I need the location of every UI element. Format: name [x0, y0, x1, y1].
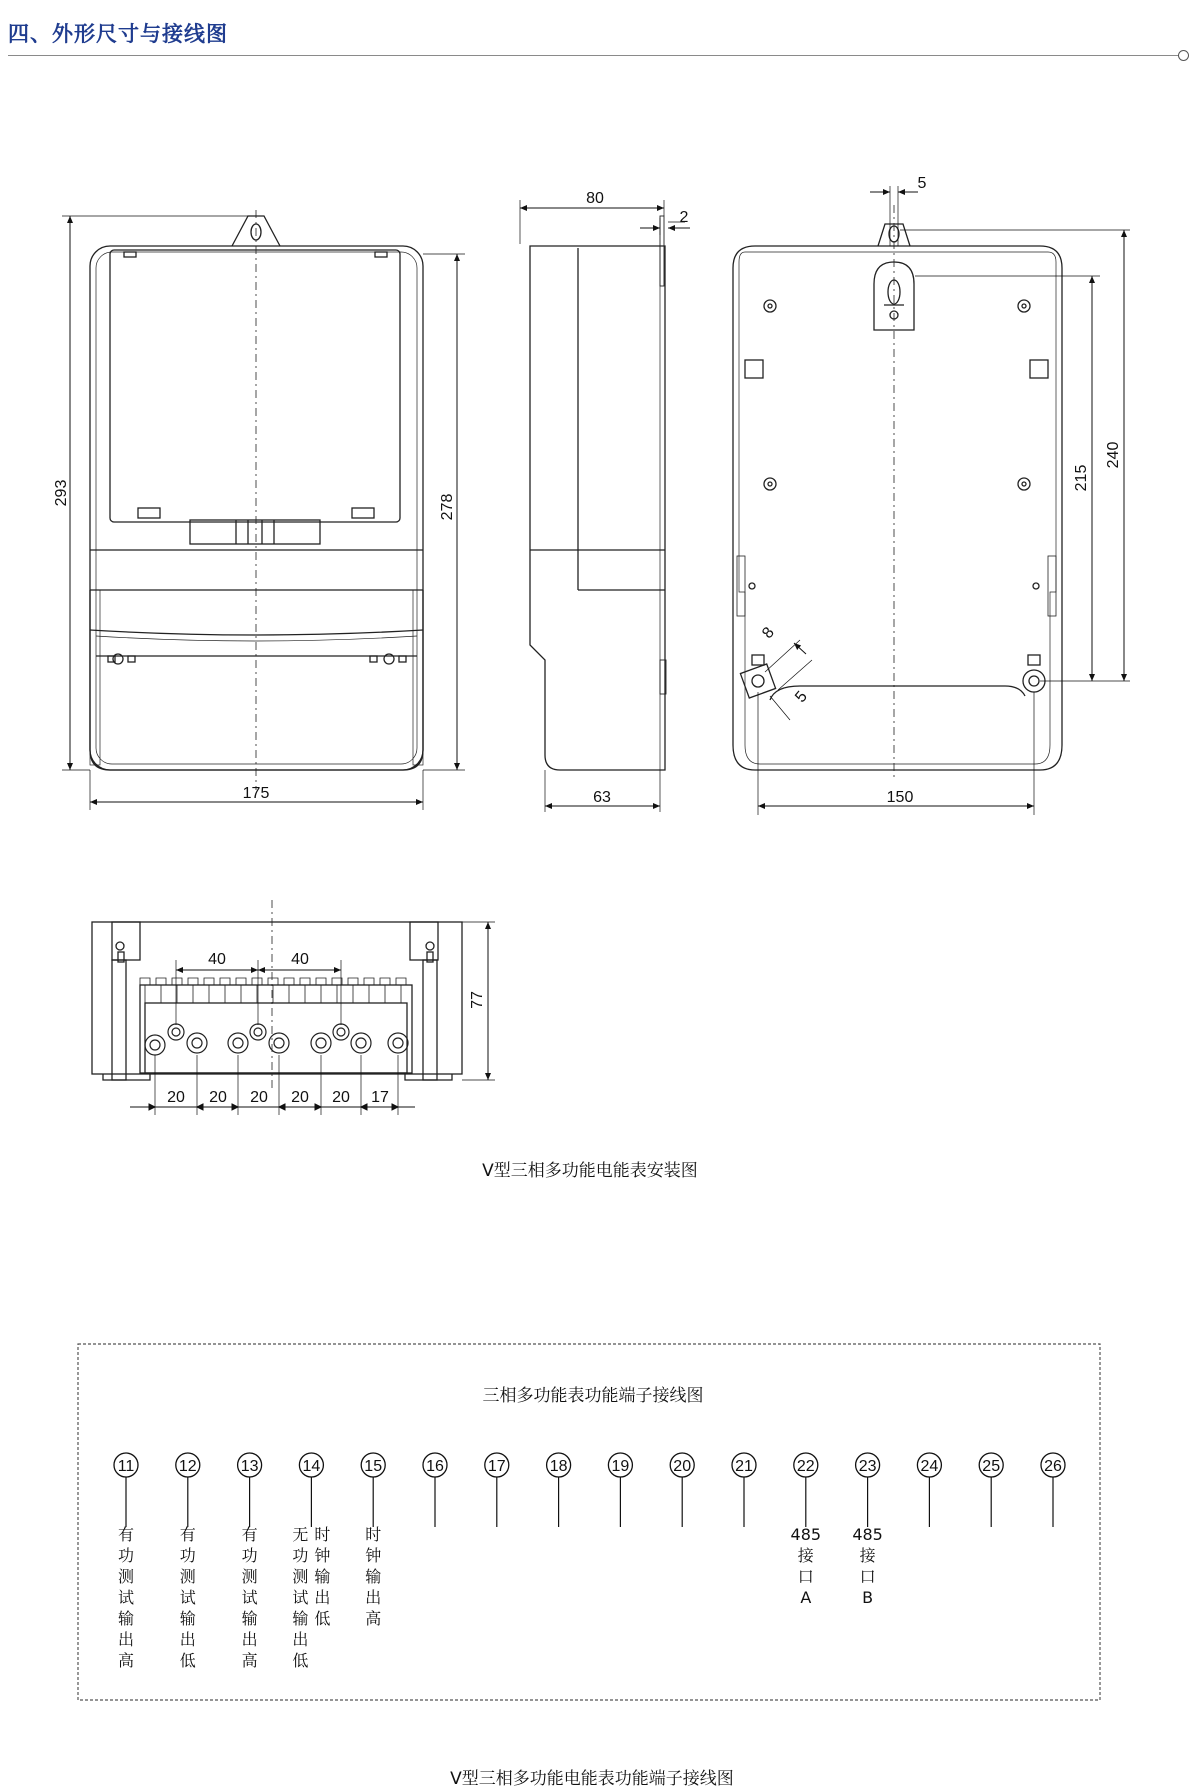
terminal-number: 18 [549, 1458, 568, 1475]
terminal-bottom-caption: V型三相多功能电能表功能端子接线图 [450, 1769, 734, 1789]
terminal-number: 17 [487, 1458, 506, 1475]
terminal-11 [114, 1453, 138, 1670]
terminal-18 [547, 1453, 571, 1527]
terminal-number: 14 [302, 1458, 321, 1475]
terminal-number: 15 [364, 1458, 383, 1475]
dim-bottom-pitch-5: 20 [332, 1089, 350, 1106]
terminal-number: 24 [920, 1458, 939, 1475]
terminal-label: 485 接口 B [852, 1525, 883, 1607]
dim-front-width: 175 [242, 785, 270, 802]
terminal-22 [791, 1453, 822, 1607]
terminal-number: 11 [117, 1458, 135, 1475]
terminal-20 [670, 1453, 694, 1527]
terminal-17 [485, 1453, 509, 1527]
terminal-label: 有功测试输出高 [117, 1525, 135, 1670]
dim-side-base: 63 [593, 789, 611, 806]
terminal-label: 485 接口 A [790, 1525, 822, 1607]
terminal-25 [979, 1453, 1003, 1527]
back-view [733, 205, 1062, 780]
side-view [530, 216, 666, 770]
terminal-21 [732, 1453, 756, 1527]
dim-bottom-pitch-1: 20 [167, 1089, 185, 1106]
dim-front-height-total: 293 [53, 479, 70, 507]
dim-side-depth: 80 [586, 190, 604, 207]
dim-back-slot-a: 8 [759, 624, 778, 642]
terminal-number: 21 [735, 1458, 753, 1475]
terminal-number: 26 [1044, 1458, 1062, 1475]
bottom-dimensions [130, 922, 495, 1115]
dim-bottom-span-left: 40 [208, 951, 226, 968]
terminal-number: 25 [982, 1458, 1001, 1475]
dim-bottom-pitch-3: 20 [250, 1089, 268, 1106]
terminal-24 [917, 1453, 941, 1527]
terminal-number: 12 [178, 1458, 197, 1475]
terminal-number: 23 [858, 1458, 877, 1475]
terminal-label: 无功测试输出低 [292, 1525, 309, 1670]
dim-back-width: 150 [886, 789, 914, 806]
dim-bottom-pitch-2: 20 [209, 1089, 227, 1106]
terminal-number: 16 [426, 1458, 444, 1475]
front-dimensions [62, 216, 465, 810]
dim-bottom-pitch-4: 20 [291, 1089, 309, 1106]
terminal-label: 时钟输出高 [365, 1525, 382, 1628]
front-view [90, 210, 423, 790]
terminal-23 [852, 1453, 883, 1607]
terminal-12 [176, 1453, 200, 1670]
dim-bottom-height: 77 [469, 991, 486, 1009]
terminal-19 [608, 1453, 632, 1527]
terminal-number: 19 [611, 1458, 630, 1475]
terminal-number: 13 [240, 1458, 259, 1475]
dim-back-slot-b: 5 [792, 688, 811, 706]
terminal-number: 20 [673, 1458, 692, 1475]
install-caption: V型三相多功能电能表安装图 [482, 1161, 698, 1181]
section-title: 四、外形尺寸与接线图 [8, 22, 228, 46]
bottom-terminal-holes [145, 900, 408, 1090]
terminal-group [114, 1453, 1065, 1670]
terminal-14 [292, 1453, 330, 1670]
terminal-label: 有功测试输出低 [179, 1525, 196, 1670]
back-dimensions [758, 186, 1130, 815]
dim-back-height-outer: 240 [1105, 441, 1122, 469]
dim-bottom-span-right: 40 [291, 951, 309, 968]
terminal-15 [361, 1453, 385, 1628]
terminal-13 [238, 1453, 262, 1670]
terminal-number: 22 [796, 1458, 815, 1475]
dim-back-hook-width: 5 [917, 175, 927, 192]
terminal-26 [1041, 1453, 1065, 1527]
dim-bottom-pitch-6: 17 [371, 1089, 389, 1106]
dim-side-hook: 2 [679, 209, 689, 226]
terminal-label: 时钟输出低 [314, 1525, 331, 1628]
terminal-label: 有功测试输出高 [241, 1525, 258, 1670]
dim-back-height-inner: 215 [1073, 464, 1090, 492]
dim-front-height-body: 278 [439, 493, 456, 521]
terminal-16 [423, 1453, 447, 1527]
bottom-terminal-teeth [140, 978, 406, 1003]
terminal-panel-title: 三相多功能表功能端子接线图 [482, 1386, 704, 1406]
bottom-view [92, 922, 462, 1080]
